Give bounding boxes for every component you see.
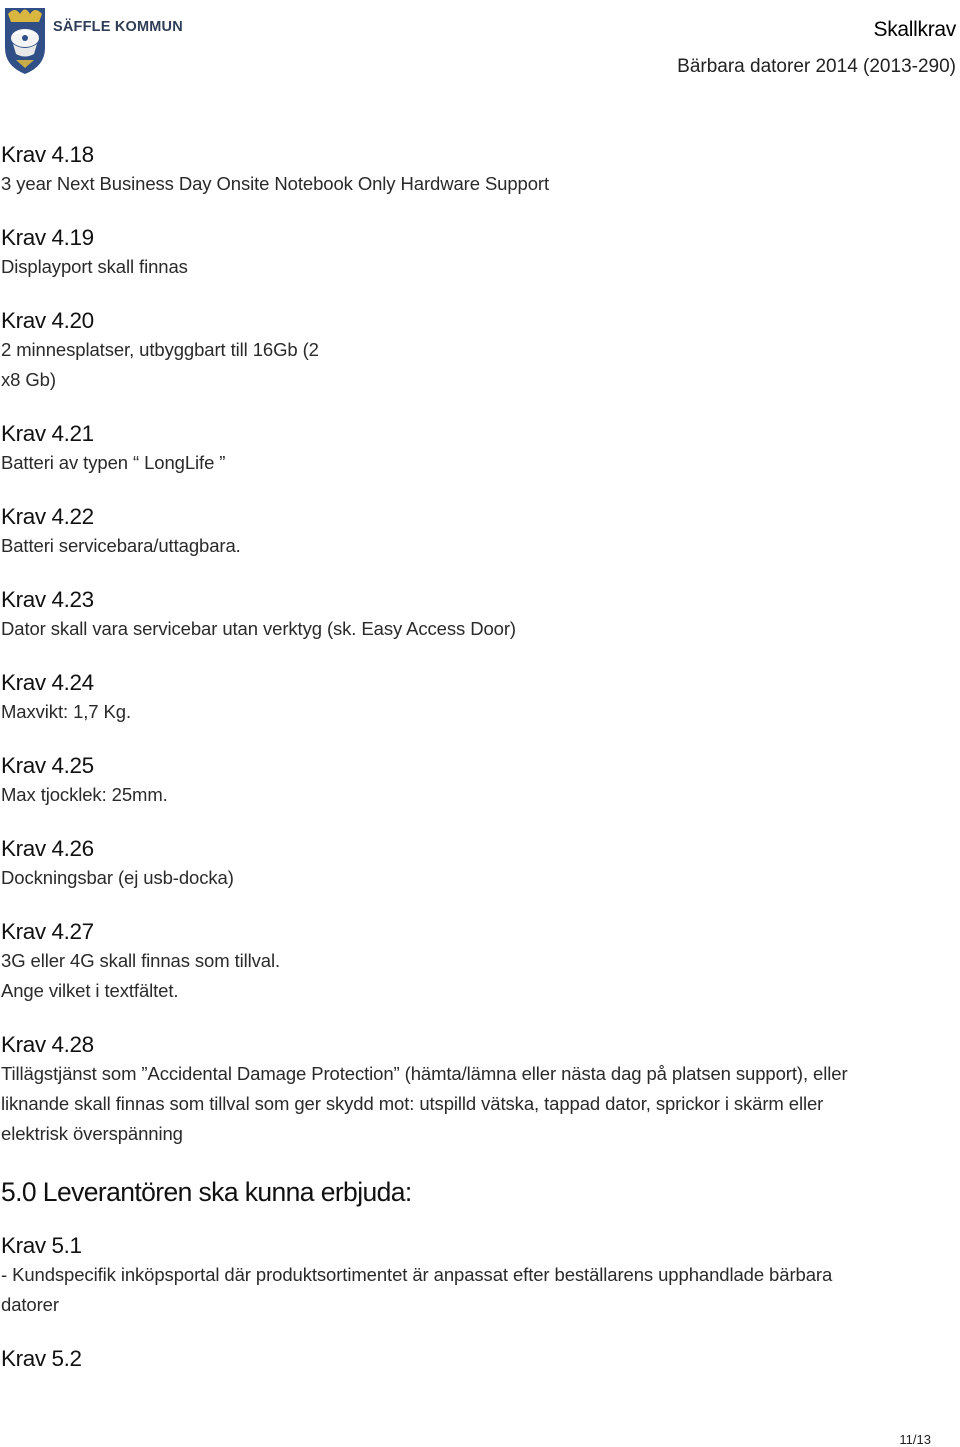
logo-text: SÄFFLE KOMMUN <box>53 19 183 35</box>
requirement-block <box>1 420 951 478</box>
requirement-title: Krav 4.20 <box>1 308 94 333</box>
section-requirements-list <box>1 1232 951 1373</box>
requirements-content <box>1 141 951 1398</box>
requirement-block <box>1 1345 951 1373</box>
requirement-title: Krav 4.18 <box>1 142 94 167</box>
section-heading: 5.0 Leverantören ska kunna erbjuda: <box>1 1177 412 1207</box>
requirement-text: Max tjocklek: 25mm. <box>1 784 168 805</box>
requirement-title: Krav 4.26 <box>1 836 94 861</box>
requirement-title: Krav 5.2 <box>1 1346 82 1371</box>
requirement-block <box>1 141 951 199</box>
requirement-text: Displayport skall finnas <box>1 256 188 277</box>
requirement-text: 3G eller 4G skall finnas som tillval. <box>1 950 281 971</box>
requirement-block <box>1 586 951 644</box>
document-subtitle: Bärbara datorer 2014 (2013-290) <box>677 56 956 77</box>
requirement-title: Krav 4.19 <box>1 225 94 250</box>
requirement-text: Tillägstjänst som ”Accidental Damage Protection” (hämta/lämna eller nästa dag på platsen support), eller <box>1 1063 848 1084</box>
requirement-title: Krav 4.22 <box>1 504 94 529</box>
municipality-logo <box>2 2 202 76</box>
requirement-block <box>1 307 951 395</box>
requirement-block <box>1 835 951 893</box>
requirement-block <box>1 669 951 727</box>
requirement-text: 3 year Next Business Day Onsite Notebook Only Hardware Support <box>1 173 550 194</box>
document-title: Skallkrav <box>873 18 956 41</box>
requirement-text: Dockningsbar (ej usb-docka) <box>1 867 234 888</box>
requirement-block <box>1 1031 951 1149</box>
requirement-text: Batteri servicebara/uttagbara. <box>1 535 241 556</box>
requirements-list <box>1 141 951 1149</box>
requirement-text: Ange vilket i textfältet. <box>1 980 179 1001</box>
requirement-title: Krav 4.23 <box>1 587 94 612</box>
requirement-text: liknande skall finnas som tillval som ger skydd mot: utspilld vätska, tappad dator, sprickor i skärm eller <box>1 1093 824 1114</box>
coat-of-arms-icon <box>2 2 48 76</box>
requirement-text: - Kundspecifik inköpsportal där produktsortimentet är anpassat efter beställarens upphandlade bärbara <box>1 1264 833 1285</box>
requirement-title: Krav 5.1 <box>1 1233 82 1258</box>
requirement-block <box>1 503 951 561</box>
requirement-block <box>1 752 951 810</box>
requirement-text: datorer <box>1 1294 59 1315</box>
requirement-text: Dator skall vara servicebar utan verktyg (sk. Easy Access Door) <box>1 618 516 639</box>
requirement-title: Krav 4.28 <box>1 1032 94 1057</box>
requirement-text: x8 Gb) <box>1 369 56 390</box>
requirement-text: elektrisk överspänning <box>1 1123 183 1144</box>
requirement-block <box>1 918 951 1006</box>
requirement-text: Maxvikt: 1,7 Kg. <box>1 701 132 722</box>
requirement-text: Batteri av typen “ LongLife ” <box>1 452 226 473</box>
requirement-title: Krav 4.24 <box>1 670 94 695</box>
requirement-block <box>1 1232 951 1320</box>
requirement-title: Krav 4.27 <box>1 919 94 944</box>
requirement-title: Krav 4.25 <box>1 753 94 778</box>
page-number: 11/13 <box>899 1432 931 1447</box>
requirement-text: 2 minnesplatser, utbyggbart till 16Gb (2 <box>1 339 319 360</box>
requirement-block <box>1 224 951 282</box>
requirement-title: Krav 4.21 <box>1 421 94 446</box>
